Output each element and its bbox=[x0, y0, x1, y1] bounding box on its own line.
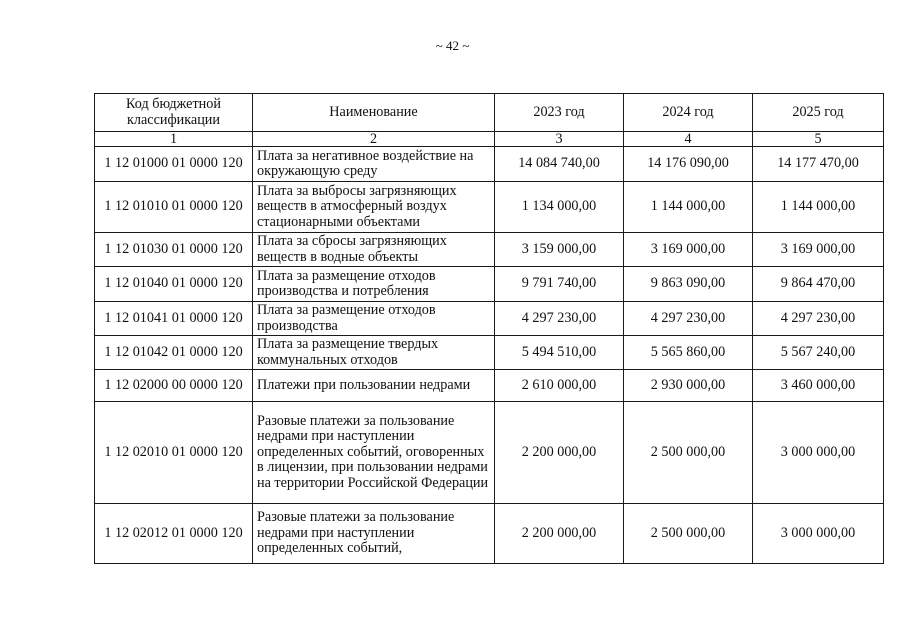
table-header-row bbox=[95, 94, 884, 132]
cell-2023: 2 200 000,00 bbox=[495, 504, 624, 564]
column-index: 5 bbox=[753, 132, 884, 147]
table-row bbox=[95, 302, 884, 336]
column-index: 2 bbox=[253, 132, 495, 147]
table-row bbox=[95, 267, 884, 302]
cell-code: 1 12 01000 01 0000 120 bbox=[95, 147, 253, 182]
cell-2025: 1 144 000,00 bbox=[753, 182, 884, 233]
cell-2024: 5 565 860,00 bbox=[624, 336, 753, 370]
budget-table bbox=[94, 93, 884, 564]
column-index: 3 bbox=[495, 132, 624, 147]
cell-name: Платежи при пользовании недрами bbox=[253, 370, 495, 402]
cell-2025: 5 567 240,00 bbox=[753, 336, 884, 370]
cell-2023: 5 494 510,00 bbox=[495, 336, 624, 370]
header-code: Код бюджетной классификации bbox=[95, 94, 253, 132]
cell-code: 1 12 02000 00 0000 120 bbox=[95, 370, 253, 402]
cell-name: Плата за сбросы загрязняющих веществ в водные объекты bbox=[253, 233, 495, 267]
header-2024: 2024 год bbox=[624, 94, 753, 132]
table-row bbox=[95, 402, 884, 504]
cell-2025: 14 177 470,00 bbox=[753, 147, 884, 182]
cell-name: Плата за негативное воздействие на окружающую среду bbox=[253, 147, 495, 182]
cell-2025: 3 000 000,00 bbox=[753, 504, 884, 564]
cell-code: 1 12 01010 01 0000 120 bbox=[95, 182, 253, 233]
cell-2024: 1 144 000,00 bbox=[624, 182, 753, 233]
cell-2025: 3 169 000,00 bbox=[753, 233, 884, 267]
cell-2023: 9 791 740,00 bbox=[495, 267, 624, 302]
cell-name: Плата за выбросы загрязняющих веществ в атмосферный воздух стационарными объектами bbox=[253, 182, 495, 233]
table-row bbox=[95, 504, 884, 564]
table-row bbox=[95, 370, 884, 402]
cell-2025: 9 864 470,00 bbox=[753, 267, 884, 302]
cell-code: 1 12 02010 01 0000 120 bbox=[95, 402, 253, 504]
column-index: 4 bbox=[624, 132, 753, 147]
table-row bbox=[95, 233, 884, 267]
column-index: 1 bbox=[95, 132, 253, 147]
page-number: ~ 42 ~ bbox=[435, 38, 470, 53]
column-index-row bbox=[95, 132, 884, 147]
cell-2023: 14 084 740,00 bbox=[495, 147, 624, 182]
cell-2023: 4 297 230,00 bbox=[495, 302, 624, 336]
header-name: Наименование bbox=[253, 94, 495, 132]
cell-name: Разовые платежи за пользование недрами при наступлении определенных событий, bbox=[253, 504, 495, 564]
cell-2023: 2 610 000,00 bbox=[495, 370, 624, 402]
table-row bbox=[95, 336, 884, 370]
cell-code: 1 12 02012 01 0000 120 bbox=[95, 504, 253, 564]
cell-code: 1 12 01041 01 0000 120 bbox=[95, 302, 253, 336]
cell-2023: 2 200 000,00 bbox=[495, 402, 624, 504]
cell-2024: 9 863 090,00 bbox=[624, 267, 753, 302]
table-row bbox=[95, 182, 884, 233]
cell-code: 1 12 01030 01 0000 120 bbox=[95, 233, 253, 267]
cell-name: Разовые платежи за пользование недрами при наступлении определенных событий, оговоренных в лицензии, при пользовании недрами на территории Российской Федерации bbox=[253, 402, 495, 504]
cell-name: Плата за размещение отходов производства и потребления bbox=[253, 267, 495, 302]
cell-code: 1 12 01040 01 0000 120 bbox=[95, 267, 253, 302]
cell-2024: 3 169 000,00 bbox=[624, 233, 753, 267]
header-2023: 2023 год bbox=[495, 94, 624, 132]
cell-code: 1 12 01042 01 0000 120 bbox=[95, 336, 253, 370]
cell-name: Плата за размещение твердых коммунальных отходов bbox=[253, 336, 495, 370]
cell-2024: 2 500 000,00 bbox=[624, 402, 753, 504]
cell-2024: 2 500 000,00 bbox=[624, 504, 753, 564]
table-row bbox=[95, 147, 884, 182]
cell-2024: 14 176 090,00 bbox=[624, 147, 753, 182]
cell-2024: 2 930 000,00 bbox=[624, 370, 753, 402]
cell-2024: 4 297 230,00 bbox=[624, 302, 753, 336]
cell-name: Плата за размещение отходов производства bbox=[253, 302, 495, 336]
cell-2023: 1 134 000,00 bbox=[495, 182, 624, 233]
cell-2025: 3 000 000,00 bbox=[753, 402, 884, 504]
cell-2023: 3 159 000,00 bbox=[495, 233, 624, 267]
header-2025: 2025 год bbox=[753, 94, 884, 132]
cell-2025: 3 460 000,00 bbox=[753, 370, 884, 402]
cell-2025: 4 297 230,00 bbox=[753, 302, 884, 336]
